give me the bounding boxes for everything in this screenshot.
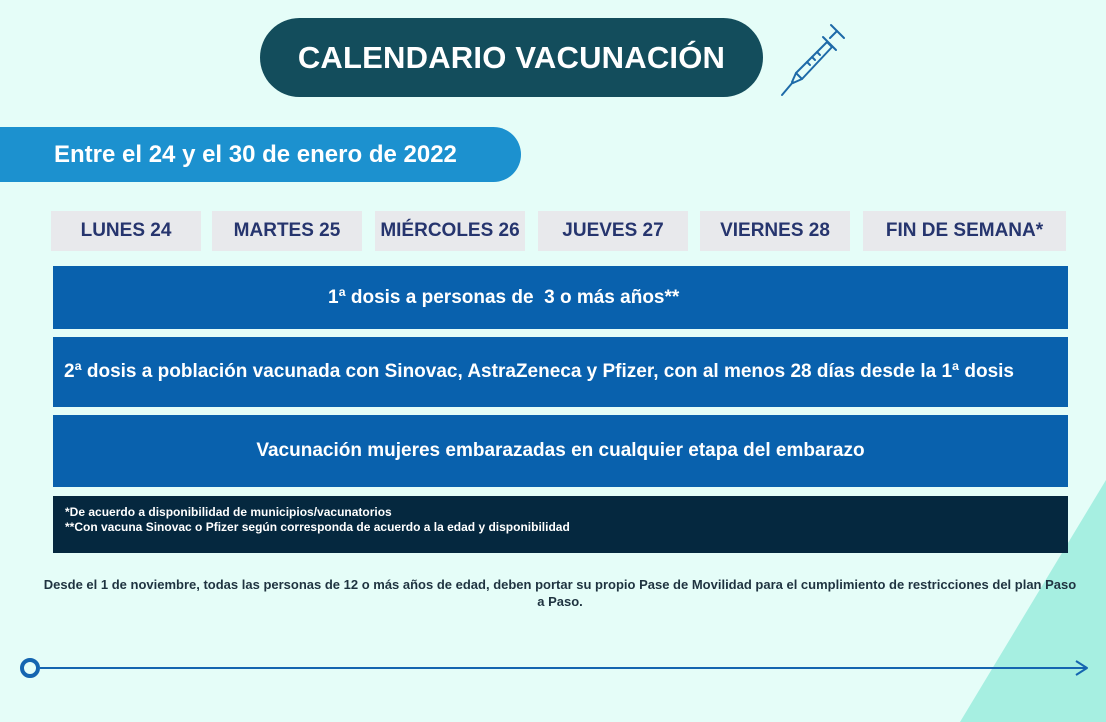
day-tab-wednesday: MIÉRCOLES 26 bbox=[375, 211, 525, 251]
footnotes-box bbox=[53, 496, 1068, 553]
day-tab-tuesday: MARTES 25 bbox=[212, 211, 362, 251]
day-tab-monday: LUNES 24 bbox=[51, 211, 201, 251]
schedule-bar-label: Vacunación mujeres embarazadas en cualquier etapa del embarazo bbox=[256, 440, 865, 461]
syringe-icon bbox=[776, 22, 848, 100]
schedule-bar-label: 1ª dosis a personas de 3 o más años** bbox=[328, 286, 680, 308]
schedule-bar-pregnant bbox=[53, 415, 1068, 487]
page-title-text: CALENDARIO VACUNACIÓN bbox=[297, 39, 726, 75]
footnote: *De acuerdo a disponibilidad de municipios/vacunatorios bbox=[65, 505, 392, 519]
day-tab-thursday: JUEVES 27 bbox=[538, 211, 688, 251]
footer-note: Desde el 1 de noviembre, todas las personas de 12 o más años de edad, deben portar su propio Pase de Movilidad para el cumplimiento de restricciones del plan Paso a Paso. bbox=[43, 577, 1077, 609]
footnote: **Con vacuna Sinovac o Pfizer según corresponda de acuerdo a la edad y disponibilidad bbox=[65, 520, 570, 534]
timeline bbox=[18, 655, 1096, 681]
schedule-bar-second-dose bbox=[53, 337, 1068, 407]
day-tab-weekend: FIN DE SEMANA* bbox=[863, 211, 1066, 251]
date-range-text: Entre el 24 y el 30 de enero de 2022 bbox=[54, 140, 457, 168]
page-title bbox=[260, 18, 763, 97]
schedule-bar-first-dose bbox=[53, 266, 1068, 329]
date-range-banner bbox=[0, 127, 521, 182]
day-tab-friday: VIERNES 28 bbox=[700, 211, 850, 251]
circle-icon bbox=[22, 660, 38, 676]
schedule-bar-label: 2ª dosis a población vacunada con Sinovac, AstraZeneca y Pfizer, con al menos 28 días desde la 1ª dosis bbox=[64, 361, 1014, 382]
